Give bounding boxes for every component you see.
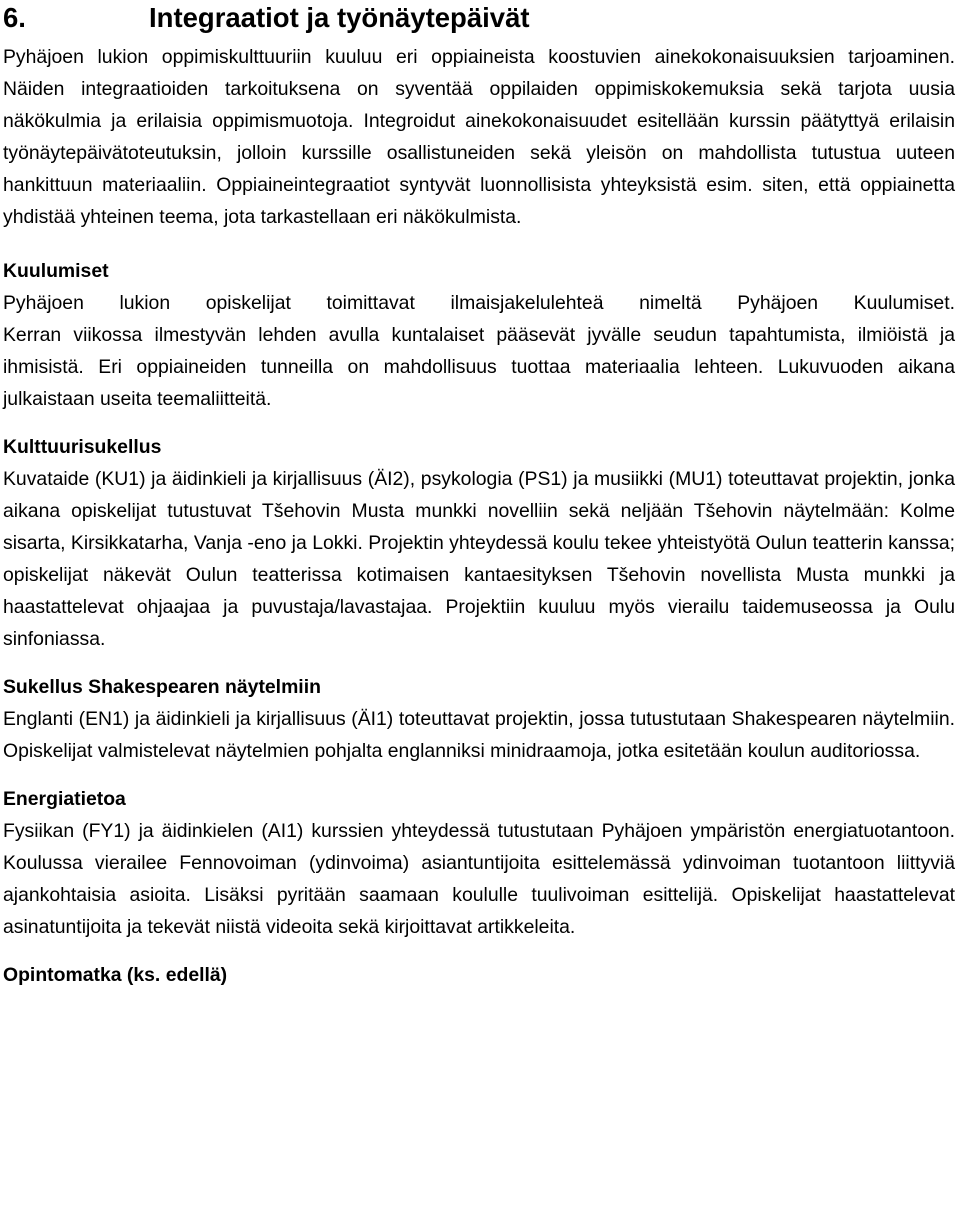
section-opintomatka [3,959,955,991]
chapter-title [3,0,955,41]
section-lead-paragraph: Pyhäjoen lukion opiskelijat toimittavat ilmaisjakelulehteä nimeltä Pyhäjoen Kuulumiset. [3,292,955,314]
section-paragraph: Kerran viikossa ilmestyvän lehden avulla kuntalaiset pääsevät jyvälle seudun tapahtumista, ilmiöistä ja ihmisistä. Eri oppiaineiden tunneilla on mahdollisuus tuottaa materiaalia lehteen. Lukuvuoden aikana julkaistaan useita teemaliitteitä. [3,324,955,410]
section-energiatietoa [3,783,955,943]
chapter-number: 6. [3,2,26,33]
section-heading: Sukellus Shakespearen näytelmiin [3,676,321,698]
section-paragraph: Englanti (EN1) ja äidinkieli ja kirjallisuus (ÄI1) toteuttavat projektin, jossa tutustutaan Shakespearen näytelmiin. Opiskelijat valmistelevat näytelmien pohjalta englanniksi minidraamoja, jotka esitetään koulun auditoriossa. [3,708,955,762]
section-heading: Kuulumiset [3,260,109,282]
chapter-title-text: Integraatiot ja työnäytepäivät [149,2,530,33]
section-kuulumiset [3,255,955,415]
document-page [3,0,955,991]
section-heading: Opintomatka (ks. edellä) [3,964,228,986]
section-paragraph: Fysiikan (FY1) ja äidinkielen (AI1) kurssien yhteydessä tutustutaan Pyhäjoen ympäristön energiatuotantoon. Koulussa vierailee Fennovoiman (ydinvoima) asiantuntijoita esittelemässä ydinvoiman tuotantoon liittyviä ajankohtaisia asioita. Lisäksi pyritään saamaan koululle tuulivoiman esittelijä. Opiskelijat haastattelevat asinatuntijoita ja tekevät niistä videoita sekä kirjoittavat artikkeleita. [3,820,955,938]
section-heading: Energiatietoa [3,788,126,810]
section-shakespeare [3,671,955,767]
section-paragraph: Kuvataide (KU1) ja äidinkieli ja kirjallisuus (ÄI2), psykologia (PS1) ja musiikki (MU1) toteuttavat projektin, jonka aikana opiskelijat tutustuvat Tšehovin Musta munkki novelliin sekä neljään Tšehovin näytelmään: Kolme sisarta, Kirsikkatarha, Vanja -eno ja Lokki. Projektin yhteydessä koulu tekee yhteistyötä Oulun teatterin kanssa; opiskelijat näkevät Oulun teatterissa kotimaisen kantaesityksen Tšehovin novellista Musta munkki ja haastattelevat ohjaajaa ja puvustaja/lavastajaa. Projektiin kuuluu myös vierailu taidemuseossa ja Oulu sinfoniassa. [3,468,955,650]
chapter-intro-paragraph: Pyhäjoen lukion oppimiskulttuuriin kuuluu eri oppiaineista koostuvien ainekokonaisuuksien tarjoaminen. Näiden integraatioiden tarkoituksena on syventää oppilaiden oppimiskokemuksia sekä tarjota uusia näkökulmia ja erilaisia oppimismuotoja. Integroidut ainekokonaisuudet esitellään kurssin päätyttyä erilaisin työnäytepäivätoteutuksin, jolloin kurssille osallistuneiden sekä yleisön on mahdollista tutustua uuteen hankittuun materiaaliin. Oppiaineintegraatiot syntyvät luonnollisista yhteyksistä esim. siten, että oppiainetta yhdistää yhteinen teema, jota tarkastellaan eri näkökulmista. [3,46,955,228]
section-kulttuurisukellus [3,431,955,655]
section-heading: Kulttuurisukellus [3,436,162,458]
